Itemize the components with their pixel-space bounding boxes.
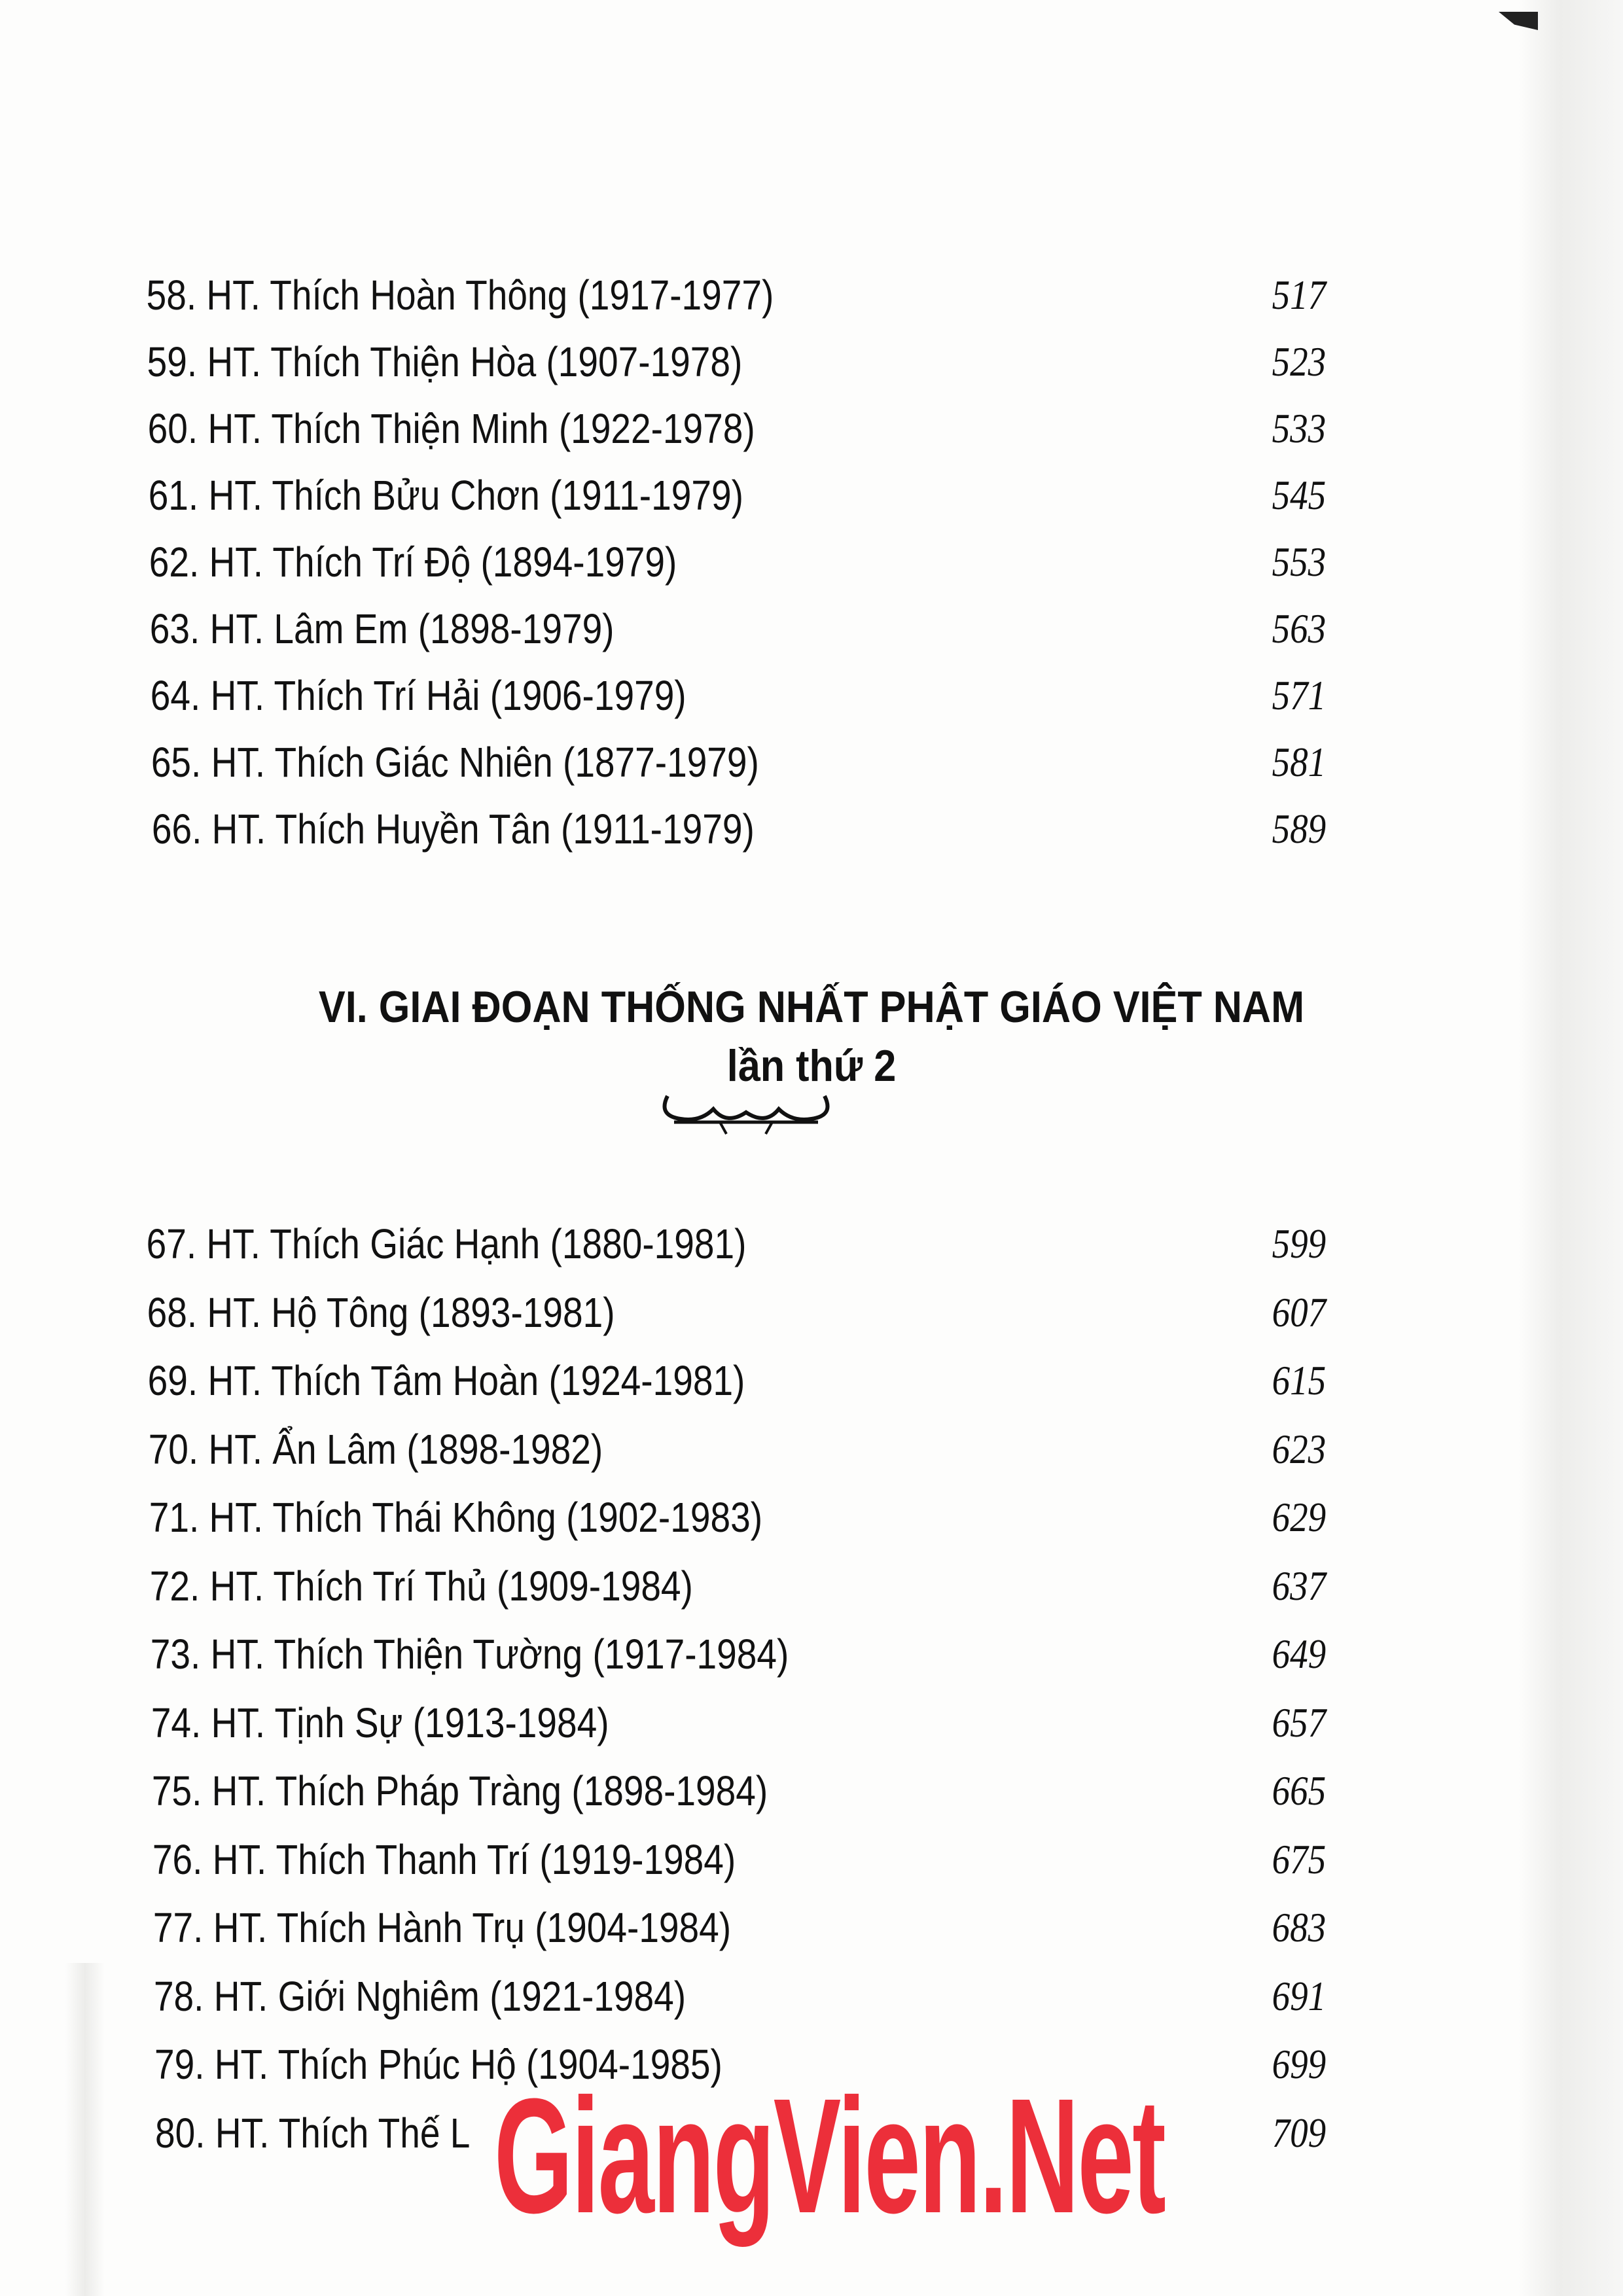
toc-entry — [0, 1894, 1396, 1963]
toc-entry-page: 629 — [1272, 1494, 1327, 1540]
toc-entry-title: 74. HT. Tịnh Sự (1913-1984) — [151, 1699, 609, 1746]
toc-entry-title: 72. HT. Thích Trí Thủ (1909-1984) — [149, 1562, 693, 1610]
toc-entry-title: 79. HT. Thích Phúc Hộ (1904-1985) — [154, 2041, 722, 2088]
toc-entry-title: 58. HT. Thích Hoàn Thông (1917-1977) — [146, 272, 774, 319]
toc-entry — [0, 1279, 1396, 1348]
toc-entry-title: 61. HT. Thích Bửu Chơn (1911-1979) — [148, 472, 743, 519]
toc-entry-page: 657 — [1272, 1699, 1327, 1746]
toc-entry-title: 80. HT. Thích Thế L — [155, 2109, 471, 2157]
toc-entry — [0, 462, 1396, 529]
toc-entry — [0, 1757, 1396, 1826]
toc-entry — [0, 796, 1396, 862]
toc-entry — [0, 595, 1396, 662]
toc-entry-page: 545 — [1272, 472, 1327, 518]
toc-entry-title: 76. HT. Thích Thanh Trí (1919-1984) — [152, 1835, 736, 1883]
toc-entry-page: 571 — [1272, 672, 1327, 718]
toc-entry-title: 69. HT. Thích Tâm Hoàn (1924-1981) — [147, 1357, 745, 1404]
toc-entry — [0, 529, 1396, 595]
section-subheading: lần thứ 2 — [726, 1041, 897, 1091]
toc-entry-page: 683 — [1272, 1904, 1327, 1951]
toc-entry-title: 73. HT. Thích Thiện Tường (1917-1984) — [150, 1631, 789, 1678]
ornament-flourish-icon — [654, 1089, 838, 1135]
toc-entry-page: 589 — [1272, 805, 1327, 852]
toc-entry-page: 553 — [1272, 539, 1327, 585]
toc-entry — [0, 1416, 1396, 1485]
toc-entry-page: 665 — [1272, 1767, 1327, 1814]
toc-entry — [0, 395, 1396, 462]
toc-entry-page: 709 — [1272, 2109, 1327, 2156]
toc-entry-page: 533 — [1272, 405, 1327, 451]
toc-entry-title: 65. HT. Thích Giác Nhiên (1877-1979) — [151, 739, 759, 786]
toc-entry-page: 623 — [1272, 1425, 1327, 1472]
toc-entry-page: 523 — [1272, 338, 1327, 385]
toc-entry-title: 59. HT. Thích Thiện Hòa (1907-1978) — [147, 338, 743, 385]
toc-entry — [0, 1210, 1396, 1279]
toc-entry — [0, 328, 1396, 395]
toc-entry-page: 581 — [1272, 739, 1327, 785]
toc-entry-title: 68. HT. Hộ Tông (1893-1981) — [147, 1288, 615, 1336]
toc-entry-page: 699 — [1272, 2041, 1327, 2087]
toc-entry-title: 75. HT. Thích Pháp Tràng (1898-1984) — [151, 1767, 768, 1814]
toc-entry-title: 67. HT. Thích Giác Hạnh (1880-1981) — [146, 1220, 747, 1267]
toc-entry-page: 517 — [1272, 272, 1327, 318]
toc-entry-title: 63. HT. Lâm Em (1898-1979) — [149, 605, 615, 652]
toc-entry-page: 675 — [1272, 1835, 1327, 1882]
toc-entry-page: 649 — [1272, 1631, 1327, 1677]
toc-entry-title: 60. HT. Thích Thiện Minh (1922-1978) — [147, 405, 755, 452]
toc-entry-page: 599 — [1272, 1220, 1327, 1267]
toc-entry-title: 64. HT. Thích Trí Hải (1906-1979) — [150, 672, 687, 719]
toc-entry-title: 78. HT. Giới Nghiêm (1921-1984) — [153, 1972, 687, 2020]
toc-entry — [0, 1621, 1396, 1689]
toc-entry — [0, 1689, 1396, 1758]
toc-entry — [0, 1484, 1396, 1553]
watermark: GiangVien.Net — [494, 2064, 1165, 2247]
toc-entry-title: 66. HT. Thích Huyền Tân (1911-1979) — [151, 805, 755, 853]
toc-entry — [0, 662, 1396, 729]
section-heading: VI. GIAI ĐOẠN THỐNG NHẤT PHẬT GIÁO VIỆT NAM — [318, 982, 1305, 1032]
toc-entry — [0, 1347, 1396, 1416]
toc-entry-page: 607 — [1272, 1288, 1327, 1335]
toc-entry — [0, 1553, 1396, 1621]
toc-entry — [0, 1963, 1396, 2032]
toc-entry-page: 563 — [1272, 605, 1327, 652]
toc-entry-title: 77. HT. Thích Hành Trụ (1904-1984) — [152, 1904, 732, 1951]
toc-list-section-v — [0, 262, 1623, 862]
toc-entry-title: 71. HT. Thích Thái Không (1902-1983) — [149, 1494, 763, 1541]
toc-entry — [0, 262, 1396, 328]
toc-entry-page: 691 — [1272, 1972, 1327, 2019]
toc-list-section-vi — [0, 1210, 1623, 2168]
toc-entry — [0, 729, 1396, 796]
toc-entry-title: 70. HT. Ẩn Lâm (1898-1982) — [148, 1425, 603, 1473]
toc-entry-title: 62. HT. Thích Trí Độ (1894-1979) — [149, 539, 677, 586]
toc-entry-page: 615 — [1272, 1357, 1327, 1404]
toc-entry-page: 637 — [1272, 1562, 1327, 1609]
toc-entry — [0, 1826, 1396, 1895]
